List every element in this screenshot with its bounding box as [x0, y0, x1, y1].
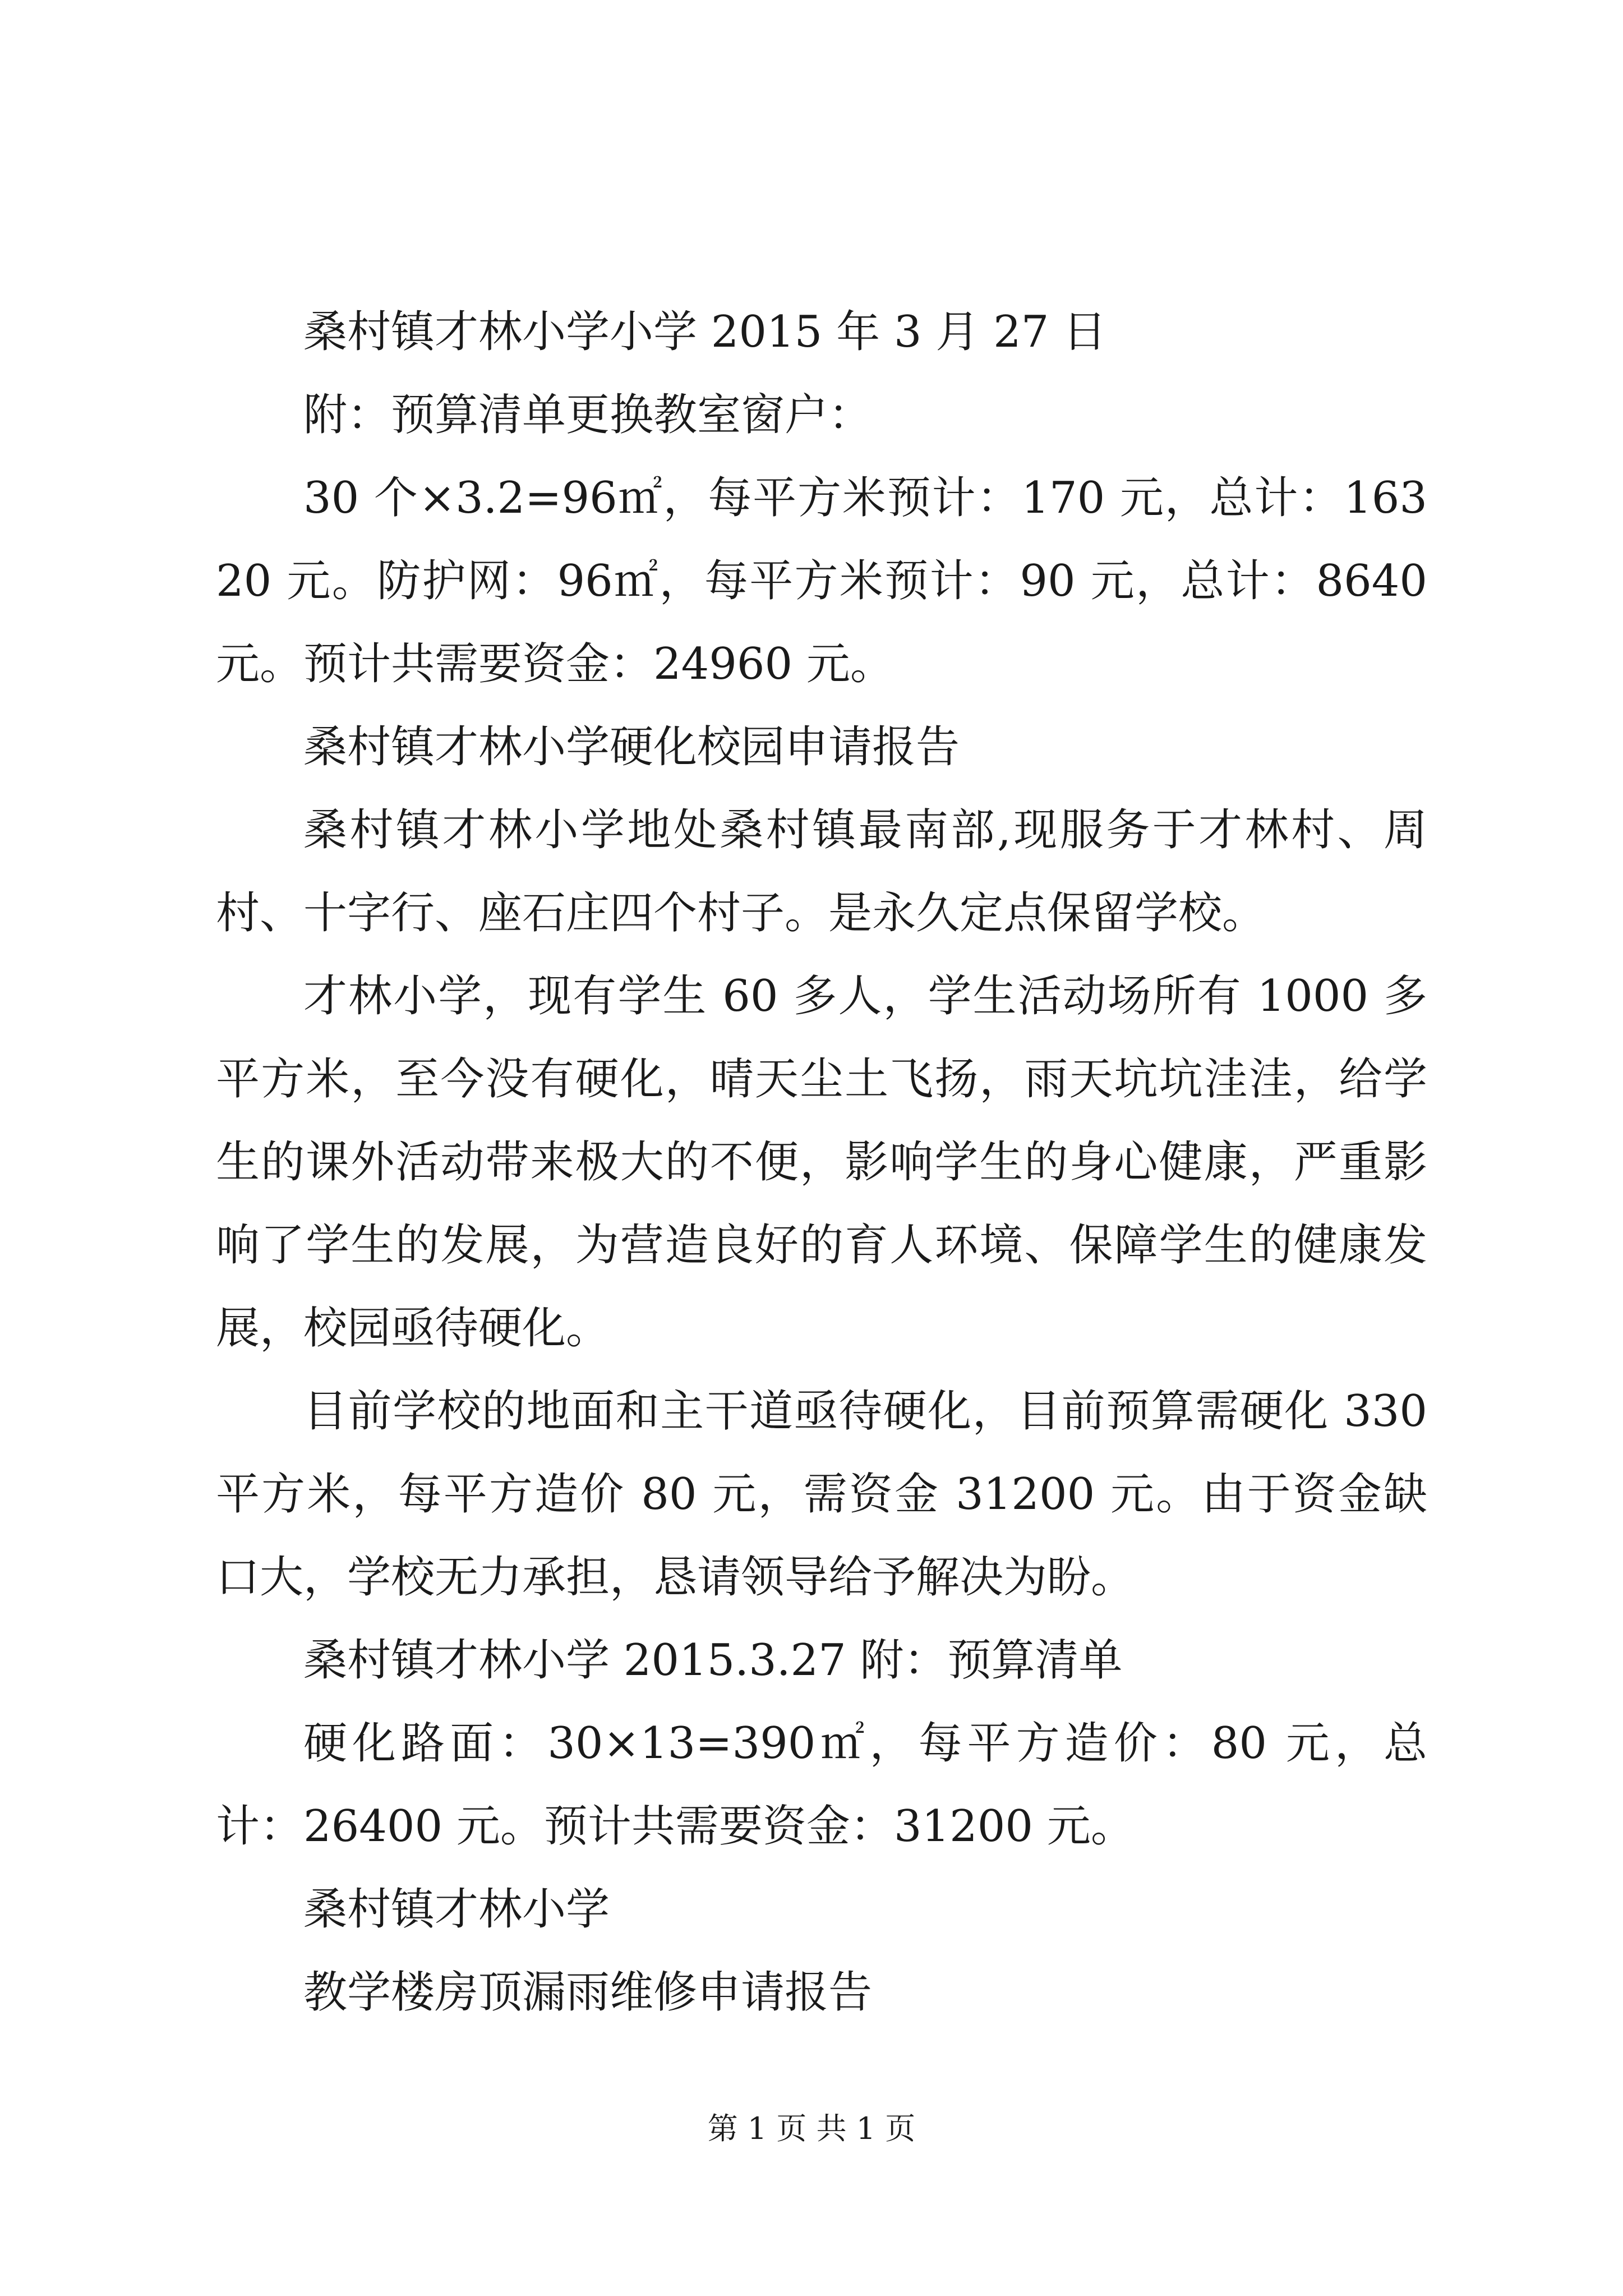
paragraph-current-situation: 才林小学，现有学生 60 多人，学生活动场所有 1000 多平方米，至今没有硬化，晴天尘土飞扬，雨天坑坑洼洼，给学生的课外活动带来极大的不便，影响学生的身心健康，严重影响了学生的发展，为营造良好的育人环境、保障学生的健康发展，校园亟待硬化。 — [216, 971, 1427, 1354]
paragraph-report-title: 桑村镇才林小学硬化校园申请报告 — [303, 722, 960, 772]
paragraph-school-location: 桑村镇才林小学地处桑村镇最南部,现服务于才林村、周村、十字行、座石庄四个村子。是永久定点保留学校。 — [216, 805, 1427, 938]
paragraph-window-budget: 30 个×3.2=96㎡，每平方米预计：170 元，总计：16320 元。防护网：96㎡，每平方米预计：90 元，总计：8640 元。预计共需要资金：24960 元。 — [216, 473, 1427, 689]
paragraph-signature-date: 桑村镇才林小学 2015.3.27 附：预算清单 — [303, 1635, 1123, 1686]
page-number-label: 第 1 页 共 1 页 — [707, 2111, 916, 2146]
paragraph-road-budget: 硬化路面：30×13=390㎡，每平方造价：80 元，总计：26400 元。预计共需要资金：31200 元。 — [216, 1718, 1427, 1852]
document-body — [216, 291, 1427, 2034]
paragraph-school-name: 桑村镇才林小学 — [303, 1884, 610, 1935]
paragraph-date-line: 桑村镇才林小学小学 2015 年 3 月 27 日 — [303, 307, 1107, 357]
paragraph-funding-request: 目前学校的地面和主干道亟待硬化，目前预算需硬化 330 平方米，每平方造价 80 元，需资金 31200 元。由于资金缺口大，学校无力承担，恳请领导给予解决为盼。 — [216, 1386, 1427, 1603]
paragraph-budget-heading-windows: 附：预算清单更换教室窗户： — [303, 390, 873, 440]
paragraph-roof-report-title: 教学楼房顶漏雨维修申请报告 — [303, 1967, 873, 2018]
page-footer — [0, 2109, 1623, 2148]
